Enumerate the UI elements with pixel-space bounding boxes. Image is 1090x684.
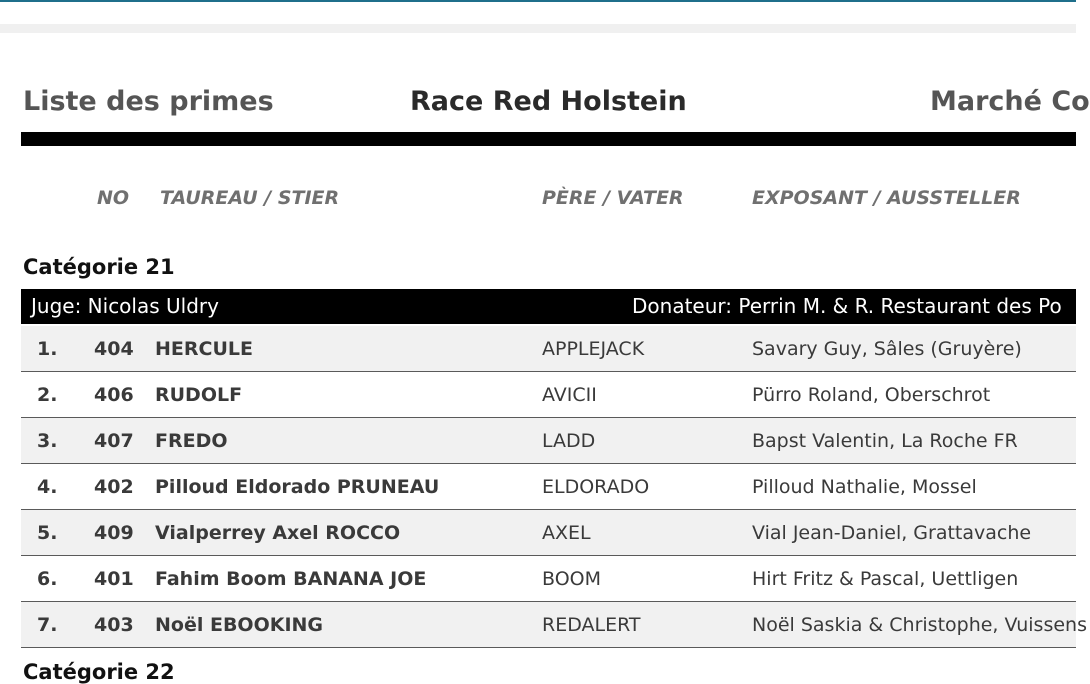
market-title: Marché Co [930, 86, 1090, 117]
exhibitor-name: Pilloud Nathalie, Mossel [752, 476, 977, 498]
catalog-number: 403 [94, 614, 134, 636]
column-header-bull: TAUREAU / STIER [160, 187, 340, 209]
sire-name: APPLEJACK [542, 338, 645, 360]
judge-name: Juge: Nicolas Uldry [31, 294, 219, 318]
sire-name: BOOM [542, 568, 602, 590]
sire-name: ELDORADO [542, 476, 650, 498]
breed-title: Race Red Holstein [410, 86, 687, 117]
sire-name: AVICII [542, 384, 597, 406]
rank: 6. [37, 568, 58, 590]
title-divider [21, 132, 1076, 146]
top-border-line [0, 0, 1076, 2]
bull-name: RUDOLF [155, 384, 243, 406]
table-row [21, 418, 1076, 464]
catalog-number: 402 [94, 476, 134, 498]
bull-name: FREDO [155, 430, 228, 452]
table-row [21, 326, 1076, 372]
exhibitor-name: Savary Guy, Sâles (Gruyère) [752, 338, 1022, 360]
bull-name: Pilloud Eldorado PRUNEAU [155, 476, 440, 498]
next-category-title: Catégorie 22 [23, 660, 175, 684]
column-header-sire: PÈRE / VATER [542, 187, 684, 209]
bull-name: Fahim Boom BANANA JOE [155, 568, 427, 590]
sire-name: REDALERT [542, 614, 641, 636]
table-row [21, 464, 1076, 510]
rank: 3. [37, 430, 58, 452]
exhibitor-name: Hirt Fritz & Pascal, Uettligen [752, 568, 1019, 590]
catalog-number: 401 [94, 568, 134, 590]
judge-bar [21, 289, 1076, 324]
category-title: Catégorie 21 [23, 255, 175, 279]
catalog-number: 404 [94, 338, 134, 360]
list-title: Liste des primes [23, 86, 274, 117]
donor-name: Donateur: Perrin M. & R. Restaurant des Po [632, 294, 1062, 318]
header-separator [0, 24, 1076, 33]
rank: 2. [37, 384, 58, 406]
rank: 7. [37, 614, 58, 636]
table-row [21, 372, 1076, 418]
table-row [21, 510, 1076, 556]
column-header-no: NO [97, 187, 130, 209]
column-header-exhibitor: EXPOSANT / AUSSTELLER [752, 187, 1021, 209]
sire-name: AXEL [542, 522, 591, 544]
exhibitor-name: Noël Saskia & Christophe, Vuissens [752, 614, 1087, 636]
exhibitor-name: Vial Jean-Daniel, Grattavache [752, 522, 1032, 544]
table-row [21, 602, 1087, 648]
bull-name: Vialperrey Axel ROCCO [155, 522, 401, 544]
catalog-number: 406 [94, 384, 134, 406]
catalog-number: 409 [94, 522, 134, 544]
bull-name: Noël EBOOKING [155, 614, 324, 636]
exhibitor-name: Pürro Roland, Oberschrot [752, 384, 991, 406]
rank: 5. [37, 522, 58, 544]
rank: 1. [37, 338, 58, 360]
table-row [21, 556, 1076, 602]
bull-name: HERCULE [155, 338, 253, 360]
rank: 4. [37, 476, 58, 498]
sire-name: LADD [542, 430, 596, 452]
catalog-number: 407 [94, 430, 134, 452]
exhibitor-name: Bapst Valentin, La Roche FR [752, 430, 1018, 452]
